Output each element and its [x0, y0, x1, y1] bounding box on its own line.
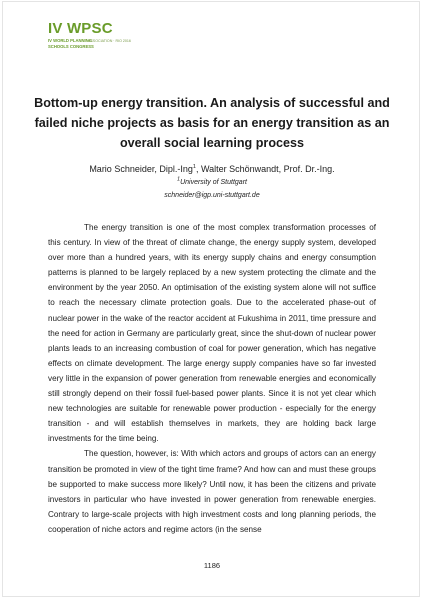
author-separator: , [195, 164, 201, 174]
congress-logo [48, 21, 188, 49]
affiliation-mark: 1 [177, 176, 181, 183]
logo-subtitle-line1: IV WORLD PLANNING [48, 38, 92, 43]
paragraph-1: The energy transition is one of the most complex transformation processes of this century. In view of the threat of climate change, the energy supply system, developed over more than a hundred years, with its energy supply chains and energy consumption patterns is planned to be largely replaced by a new system protecting the climate and the environment by the year 2050. An optimisation of the existing system alone will not suffice to reach the necessary climate protection goals. Due to the accelerated phase-out of nuclear power in the wake of the reactor accident at Fukushima in 2011, time pressure and the need for action in Germany are particularly great, since the shut-down of nuclear power plants leads to an increasing combustion of coal for power generation, which has negative effects on climate development. The large energy supply companies have so far invested very little in the expansion of power generation from renewable energies and economically still strongly depend on their fossil fuel-based power plants. Since it is not yet clear which new technologies are suitable for renewable power production - especially for the energy transition - and will establish themselves in markets, they are holding back large investments for the time being. [48, 223, 376, 444]
page-number: 1186 [203, 561, 221, 570]
paper-title: Bottom-up energy transition. An analysis of successful and failed niche projects as basis for an energy transition as an overall social learning process [34, 96, 390, 150]
body-text [48, 220, 376, 537]
affiliation [60, 176, 364, 186]
author-1: Mario Schneider, Dipl.-Ing [89, 164, 193, 174]
author-1-affiliation-mark: 1 [192, 164, 196, 170]
authors-line [60, 163, 364, 175]
logo-title: IV WPSC [48, 20, 113, 37]
affiliation-name: University of Stuttgart [180, 179, 247, 186]
logo-subtitle-line2: SCHOOLS CONGRESS [48, 44, 94, 49]
logo-tagline: ASSOCIATION · RIO 2016 [88, 39, 131, 43]
paragraph-2: The question, however, is: With which actors and groups of actors can an energy transition be promoted in view of the tight time frame? And how can and must these groups be supported to make success more likely? Until now, it has been the citizens and private investors in particular who have invested in power generation from renewable energies. Contrary to large-scale projects with high investment costs and long planning periods, the cooperation of niche actors and regime actors (in the sense [48, 449, 376, 534]
author-email: schneider@igp.uni-stuttgart.de [164, 192, 260, 199]
author-2: Walter Schönwandt, Prof. Dr.-Ing. [200, 164, 335, 174]
